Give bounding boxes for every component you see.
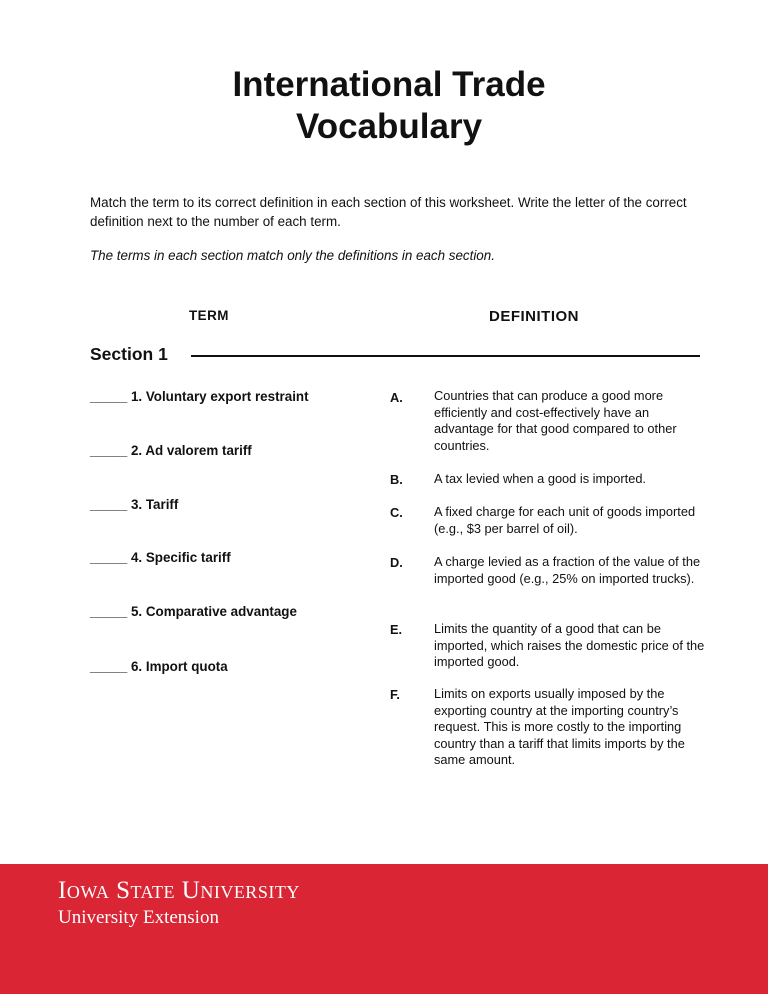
term-3: _____ 3. Tariff <box>90 497 179 512</box>
definition-column-header: DEFINITION <box>489 308 579 325</box>
extension-label: University Extension <box>58 907 219 928</box>
instructions: Match the term to its correct definition in each section of this worksheet. Write the letter of the correct definition next to the number of each term. <box>90 195 687 229</box>
definition-letter-a: A. <box>390 390 403 405</box>
definition-letter-c: C. <box>390 505 403 520</box>
definition-d: A charge levied as a fraction of the value of the imported good (e.g., 25% on imported trucks). <box>434 554 701 586</box>
definition-letter-f: F. <box>390 687 400 702</box>
section-divider <box>191 355 700 357</box>
title-line-2: Vocabulary <box>295 107 483 146</box>
definition-a: Countries that can produce a good more efficiently and cost-effectively have an advantage for that good compared to other countries. <box>434 388 677 453</box>
term-6: _____ 6. Import quota <box>90 659 228 674</box>
definition-e: Limits the quantity of a good that can be imported, which raises the domestic price of the imported good. <box>434 621 705 669</box>
term-5: _____ 5. Comparative advantage <box>90 604 297 619</box>
definition-c: A fixed charge for each unit of goods imported (e.g., $3 per barrel of oil). <box>434 504 696 536</box>
instructions-note: The terms in each section match only the definitions in each section. <box>90 248 495 263</box>
footer-banner <box>0 864 768 994</box>
definition-letter-b: B. <box>390 472 403 487</box>
definition-f: Limits on exports usually imposed by the exporting country at the importing country’s request. This is more costly to the importing country than a tariff that limits imports by the same amount. <box>434 686 685 767</box>
definition-letter-e: E. <box>390 622 403 637</box>
university-logo-text: Iowa State University <box>58 877 300 904</box>
definition-b: A tax levied when a good is imported. <box>434 471 646 486</box>
definition-letter-d: D. <box>390 555 403 570</box>
title-line-1: International Trade <box>232 65 546 104</box>
term-column-header: TERM <box>189 308 229 323</box>
term-1: _____ 1. Voluntary export restraint <box>90 389 309 404</box>
worksheet-title <box>0 64 768 148</box>
section-title: Section 1 <box>90 344 168 364</box>
term-2: _____ 2. Ad valorem tariff <box>90 443 252 458</box>
term-4: _____ 4. Specific tariff <box>90 550 231 565</box>
